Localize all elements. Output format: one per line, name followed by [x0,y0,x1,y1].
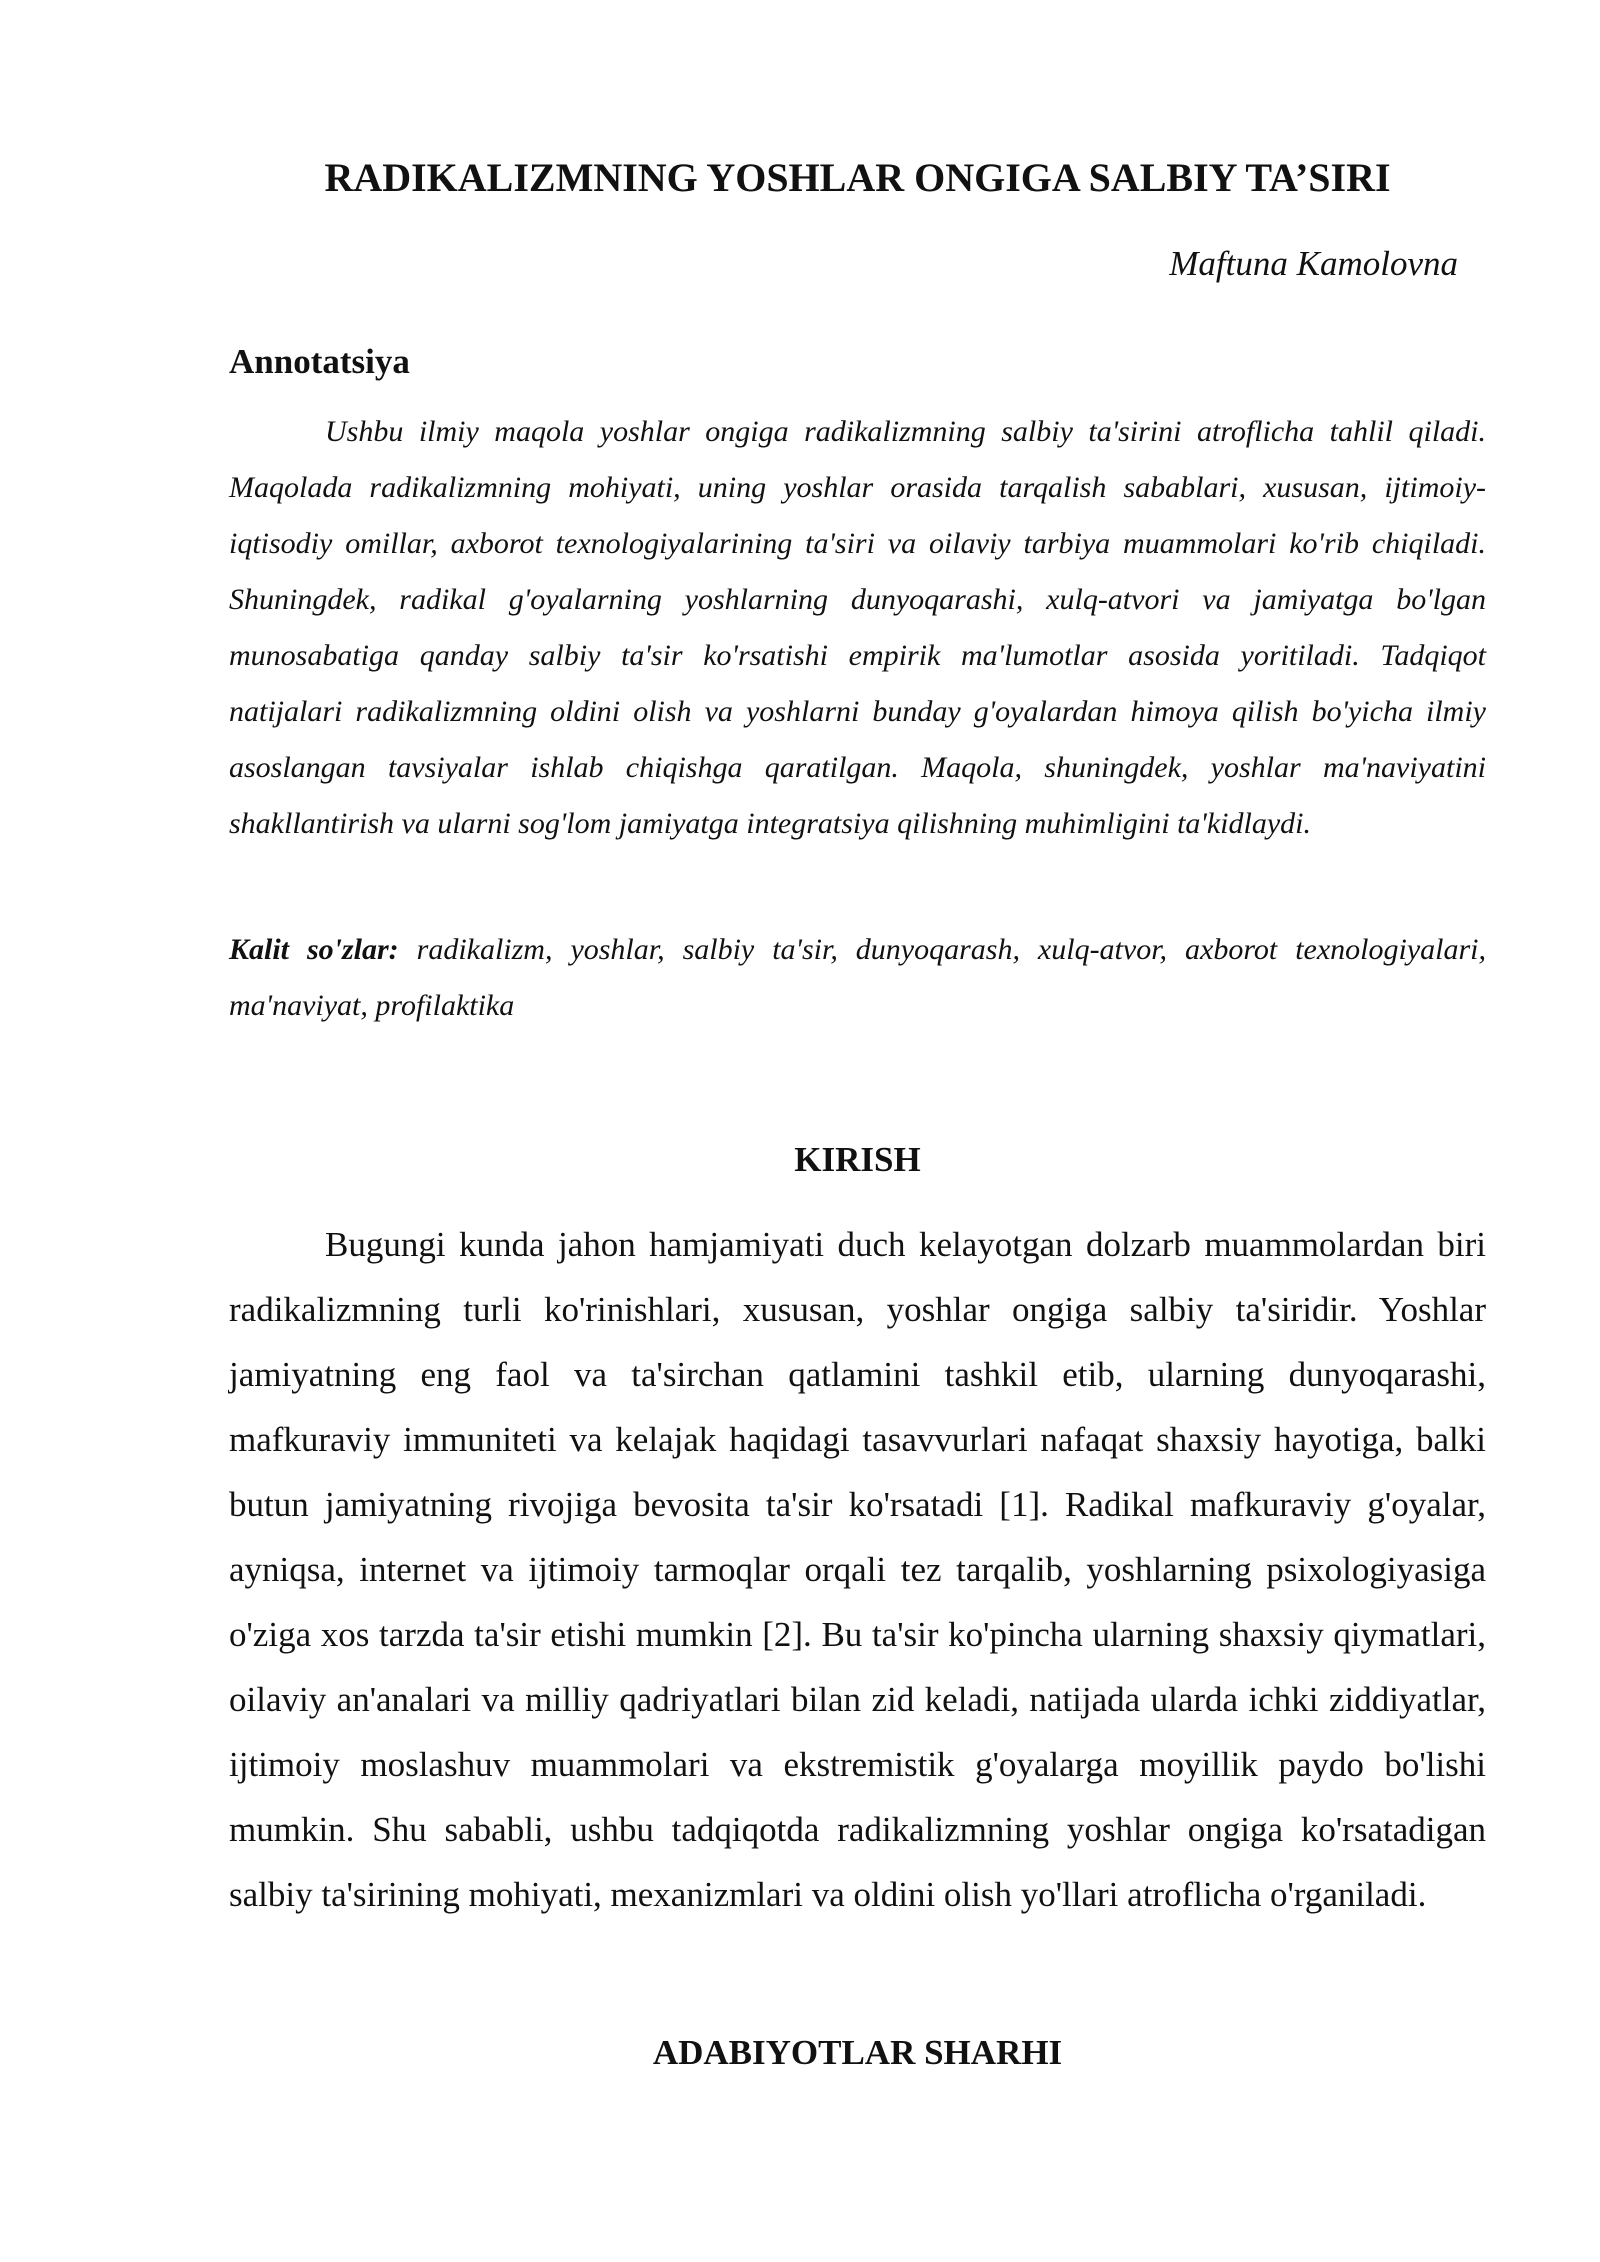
keywords-paragraph [229,922,1486,1034]
intro-heading: KIRISH [794,1140,921,1179]
paper-title: RADIKALIZMNING YOSHLAR ONGIGA SALBIY TA’SIRI [324,155,1391,200]
intro-text: Bugungi kunda jahon hamjamiyati duch kelayotgan dolzarb muammolardan biri radikalizmning turli ko'rinishlari, xususan, yoshlar ongiga salbiy ta'siridir. Yoshlar jamiyatning eng faol va ta'sirchan qatlamini tashkil etib, ularning dunyoqarashi, mafkuraviy immuniteti va kelajak haqidagi tasavvurlari nafaqat shaxsiy hayotiga, balki butun jamiyatning rivojiga bevosita ta'sir ko'rsatadi [1]. Radikal mafkuraviy g'oyalar, ayniqsa, internet va ijtimoiy tarmoqlar orqali tez tarqalib, yoshlarning psixologiyasiga o'ziga xos tarzda ta'sir etishi mumkin [2]. Bu ta'sir ko'pincha ularning shaxsiy qiymatlari, oilaviy an'analari va milliy qadriyatlari bilan zid keladi, natijada ularda ichki ziddiyatlar, ijtimoiy moslashuv muammolari va ekstremistik g'oyalarga moyillik paydo bo'lishi mumkin. Shu sababli, ushbu tadqiqotda radikalizmning yoshlar ongiga ko'rsatadigan salbiy ta'sirining mohiyati, mexanizmlari va oldini olish yo'llari atroflicha o'rganiladi. [229,1225,1486,1914]
annotation-heading: Annotatsiya [229,342,410,381]
annotation-text: Ushbu ilmiy maqola yoshlar ongiga radikalizmning salbiy ta'sirini atroflicha tahlil qiladi. Maqolada radikalizmning mohiyati, uning yoshlar orasida tarqalish sabablari, xususan, ijtimoiy-iqtisodiy omillar, axborot texnologiyalarining ta'siri va oilaviy tarbiya muammolari ko'rib chiqiladi. Shuningdek, radikal g'oyalarning yoshlarning dunyoqarashi, xulq-atvori va jamiyatga bo'lgan munosabatiga qanday salbiy ta'sir ko'rsatishi empirik ma'lumotlar asosida yoritiladi. Tadqiqot natijalari radikalizmning oldini olish va yoshlarni bunday g'oyalardan himoya qilish bo'yicha ilmiy asoslangan tavsiyalar ishlab chiqishga qaratilgan. Maqola, shuningdek, yoshlar ma'naviyatini shakllantirish va ularni sog'lom jamiyatga integratsiya qilishning muhimligini ta'kidlaydi. [229,415,1486,840]
keywords-label: Kalit so'zlar: [229,933,399,966]
keywords-list: radikalizm, yoshlar, salbiy ta'sir, dunyoqarash, xulq-atvor, axborot texnologiyalari, ma'naviyat, profilaktika [229,933,1487,1022]
literature-heading: ADABIYOTLAR SHARHI [652,2033,1063,2072]
author-name: Maftuna Kamolovna [1169,244,1458,283]
